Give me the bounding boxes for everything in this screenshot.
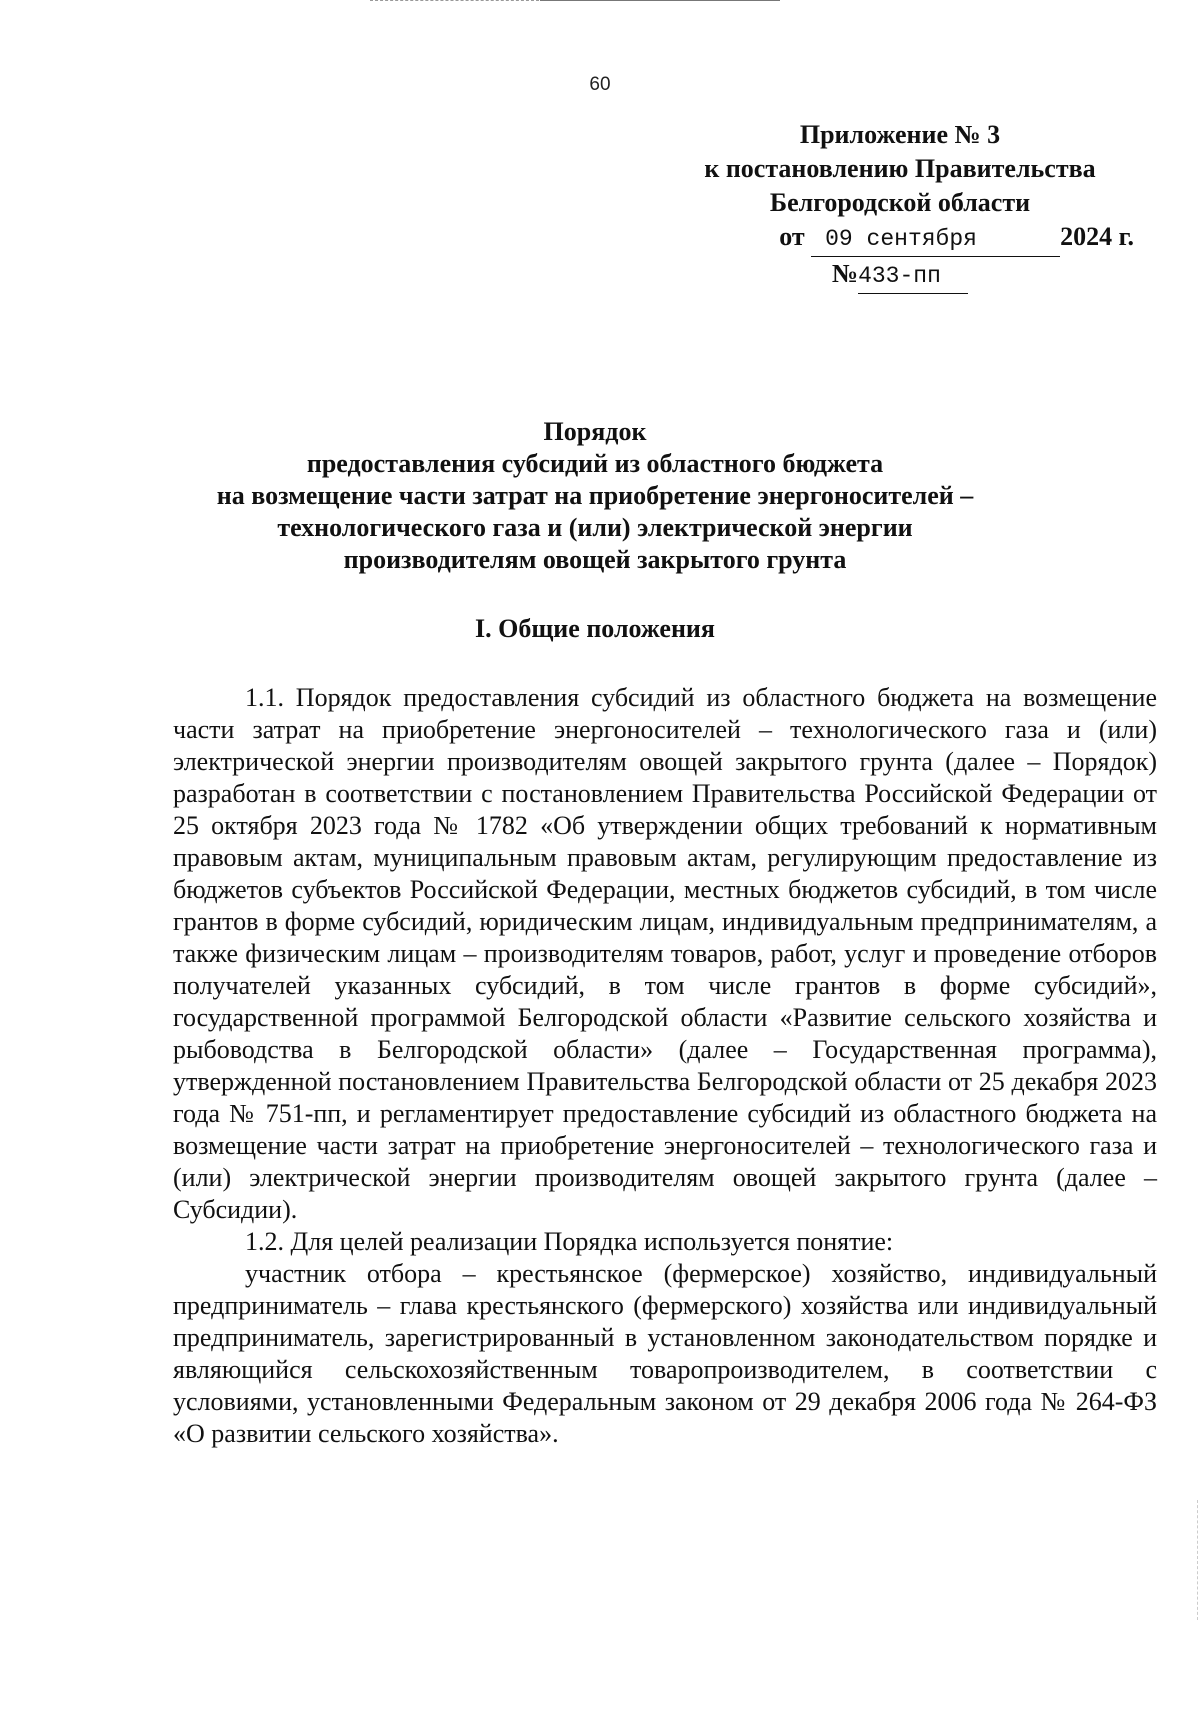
- appendix-header: [640, 118, 1160, 294]
- document-title-line-5: производителям овощей закрытого грунта: [343, 545, 847, 574]
- appendix-number-line: [640, 257, 1160, 294]
- appendix-line-2: к постановлению Правительства: [704, 154, 1096, 183]
- paragraph-1-1: 1.1. Порядок предоставления субсидий из областного бюджета на возмещение части затрат на приобретение энергоносителей – технологического газа и (или) электрической энергии производителям овощей закрытого грунта (далее – Порядок) разработан в соответствии с постановлением Правительства Российской Федерации от 25 октября 2023 года № 1782 «Об утверждении общих требований к нормативным правовым актам, муниципальным правовым актам, регулирующим предоставление из бюджетов субъектов Российской Федерации, местных бюджетов субсидий, в том числе грантов в форме субсидий, юридическим лицам, индивидуальным предпринимателям, а также физическим лицам – производителям товаров, работ, услуг и проведение отборов получателей указанных субсидий, в том числе грантов в форме субсидий», государственной программой Белгородской области «Развитие сельского хозяйства и рыбоводства в Белгородской области» (далее – Государственная программа), утвержденной постановлением Правительства Белгородской области от 25 декабря 2023 года № 751-пп, и регламентирует предоставление субсидий из областного бюджета на возмещение части затрат на приобретение энергоносителей – технологического газа и (или) электрической энергии производителям овощей закрытого грунта (далее – Субсидии).: [173, 683, 1157, 1224]
- document-title-line-4: технологического газа и (или) электрической энергии: [277, 513, 913, 542]
- page-number: 60: [589, 74, 611, 95]
- document-body: [173, 682, 1157, 1450]
- paragraph-1-2-definition: участник отбора – крестьянское (фермерское) хозяйство, индивидуальный предприниматель – глава крестьянского (фермерского) хозяйства или индивидуальный предприниматель, зарегистрированный в установленном законодательством порядке и являющийся сельскохозяйственным товаропроизводителем, в соответствии с условиями, установленными Федеральным законом от 29 декабря 2006 года № 264-ФЗ «О развитии сельского хозяйства».: [173, 1259, 1157, 1448]
- number-value: 433-пп: [858, 259, 968, 294]
- appendix-line-3: Белгородской области: [769, 188, 1031, 217]
- document-title-line-2: предоставления субсидий из областного бюджета: [306, 449, 884, 478]
- paragraph-1-2: 1.2. Для целей реализации Порядка используется понятие:: [245, 1227, 894, 1256]
- date-prefix: от: [779, 222, 805, 251]
- document-title: [130, 416, 1060, 576]
- scan-artifact-top-line: [540, 0, 780, 3]
- document-title-line-1: Порядок: [543, 417, 647, 446]
- date-value: 09 сентября: [811, 222, 1060, 257]
- section-title: I. Общие положения: [475, 614, 715, 643]
- document-title-line-3: на возмещение части затрат на приобретение энергоносителей –: [216, 481, 974, 510]
- appendix-title: Приложение № 3: [799, 120, 1001, 149]
- date-suffix: 2024 г.: [1060, 222, 1134, 251]
- number-prefix: №: [831, 259, 859, 288]
- appendix-date-line: [640, 220, 1134, 257]
- scan-artifact-right-edge: [1196, 1500, 1198, 1620]
